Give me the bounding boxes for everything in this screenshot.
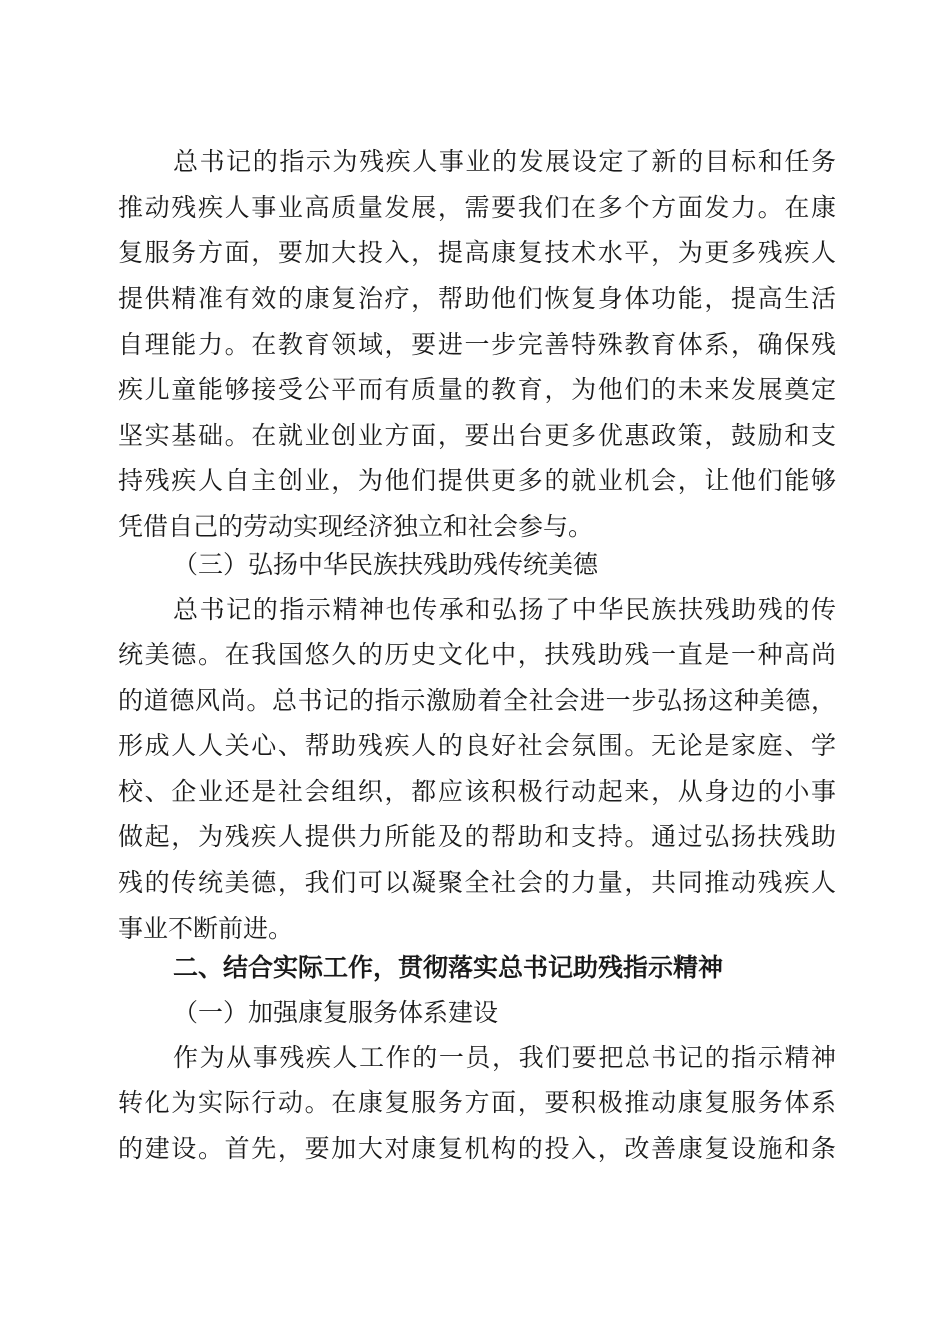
- paragraph-line: 总书记的指示精神也传承和弘扬了中华民族扶残助残的传: [173, 595, 836, 624]
- paragraph-line: 持残疾人自主创业，为他们提供更多的就业机会，让他们能够: [118, 466, 836, 495]
- paragraph-line: 残的传统美德，我们可以凝聚全社会的力量，共同推动残疾人: [118, 868, 836, 897]
- paragraph-line: 总书记的指示为残疾人事业的发展设定了新的目标和任务: [173, 147, 836, 176]
- paragraph-line: 转化为实际行动。在康复服务方面，要积极推动康复服务体系: [118, 1088, 836, 1117]
- section-heading: 二、结合实际工作，贯彻落实总书记助残指示精神: [173, 953, 724, 982]
- paragraph-line: 的道德风尚。总书记的指示激励着全社会进一步弘扬这种美德，: [118, 686, 836, 715]
- paragraph-line: 作为从事残疾人工作的一员，我们要把总书记的指示精神: [173, 1043, 836, 1072]
- paragraph-line: 凭借自己的劳动实现经济独立和社会参与。: [118, 512, 594, 541]
- paragraph-line: 复服务方面，要加大投入，提高康复技术水平，为更多残疾人: [118, 238, 836, 267]
- paragraph-line: 的建设。首先，要加大对康复机构的投入，改善康复设施和条: [118, 1134, 836, 1163]
- paragraph-line: 推动残疾人事业高质量发展，需要我们在多个方面发力。在康: [118, 193, 836, 222]
- paragraph-line: 自理能力。在教育领域，要进一步完善特殊教育体系，确保残: [118, 330, 836, 359]
- paragraph-line: 做起，为残疾人提供力所能及的帮助和支持。通过弘扬扶残助: [118, 822, 836, 851]
- paragraph-line: 统美德。在我国悠久的历史文化中，扶残助残一直是一种高尚: [118, 640, 836, 669]
- paragraph-line: 坚实基础。在就业创业方面，要出台更多优惠政策，鼓励和支: [118, 421, 836, 450]
- paragraph-line: 形成人人关心、帮助残疾人的良好社会氛围。无论是家庭、学: [118, 731, 836, 760]
- paragraph-line: 提供精准有效的康复治疗，帮助他们恢复身体功能，提高生活: [118, 284, 836, 313]
- paragraph-line: 校、企业还是社会组织，都应该积极行动起来，从身边的小事: [118, 777, 836, 806]
- subsection-heading: （三）弘扬中华民族扶残助残传统美德: [173, 550, 599, 579]
- subsection-heading: （一）加强康复服务体系建设: [173, 998, 499, 1027]
- paragraph-line: 事业不断前进。: [118, 914, 294, 943]
- paragraph-line: 疾儿童能够接受公平而有质量的教育，为他们的未来发展奠定: [118, 375, 836, 404]
